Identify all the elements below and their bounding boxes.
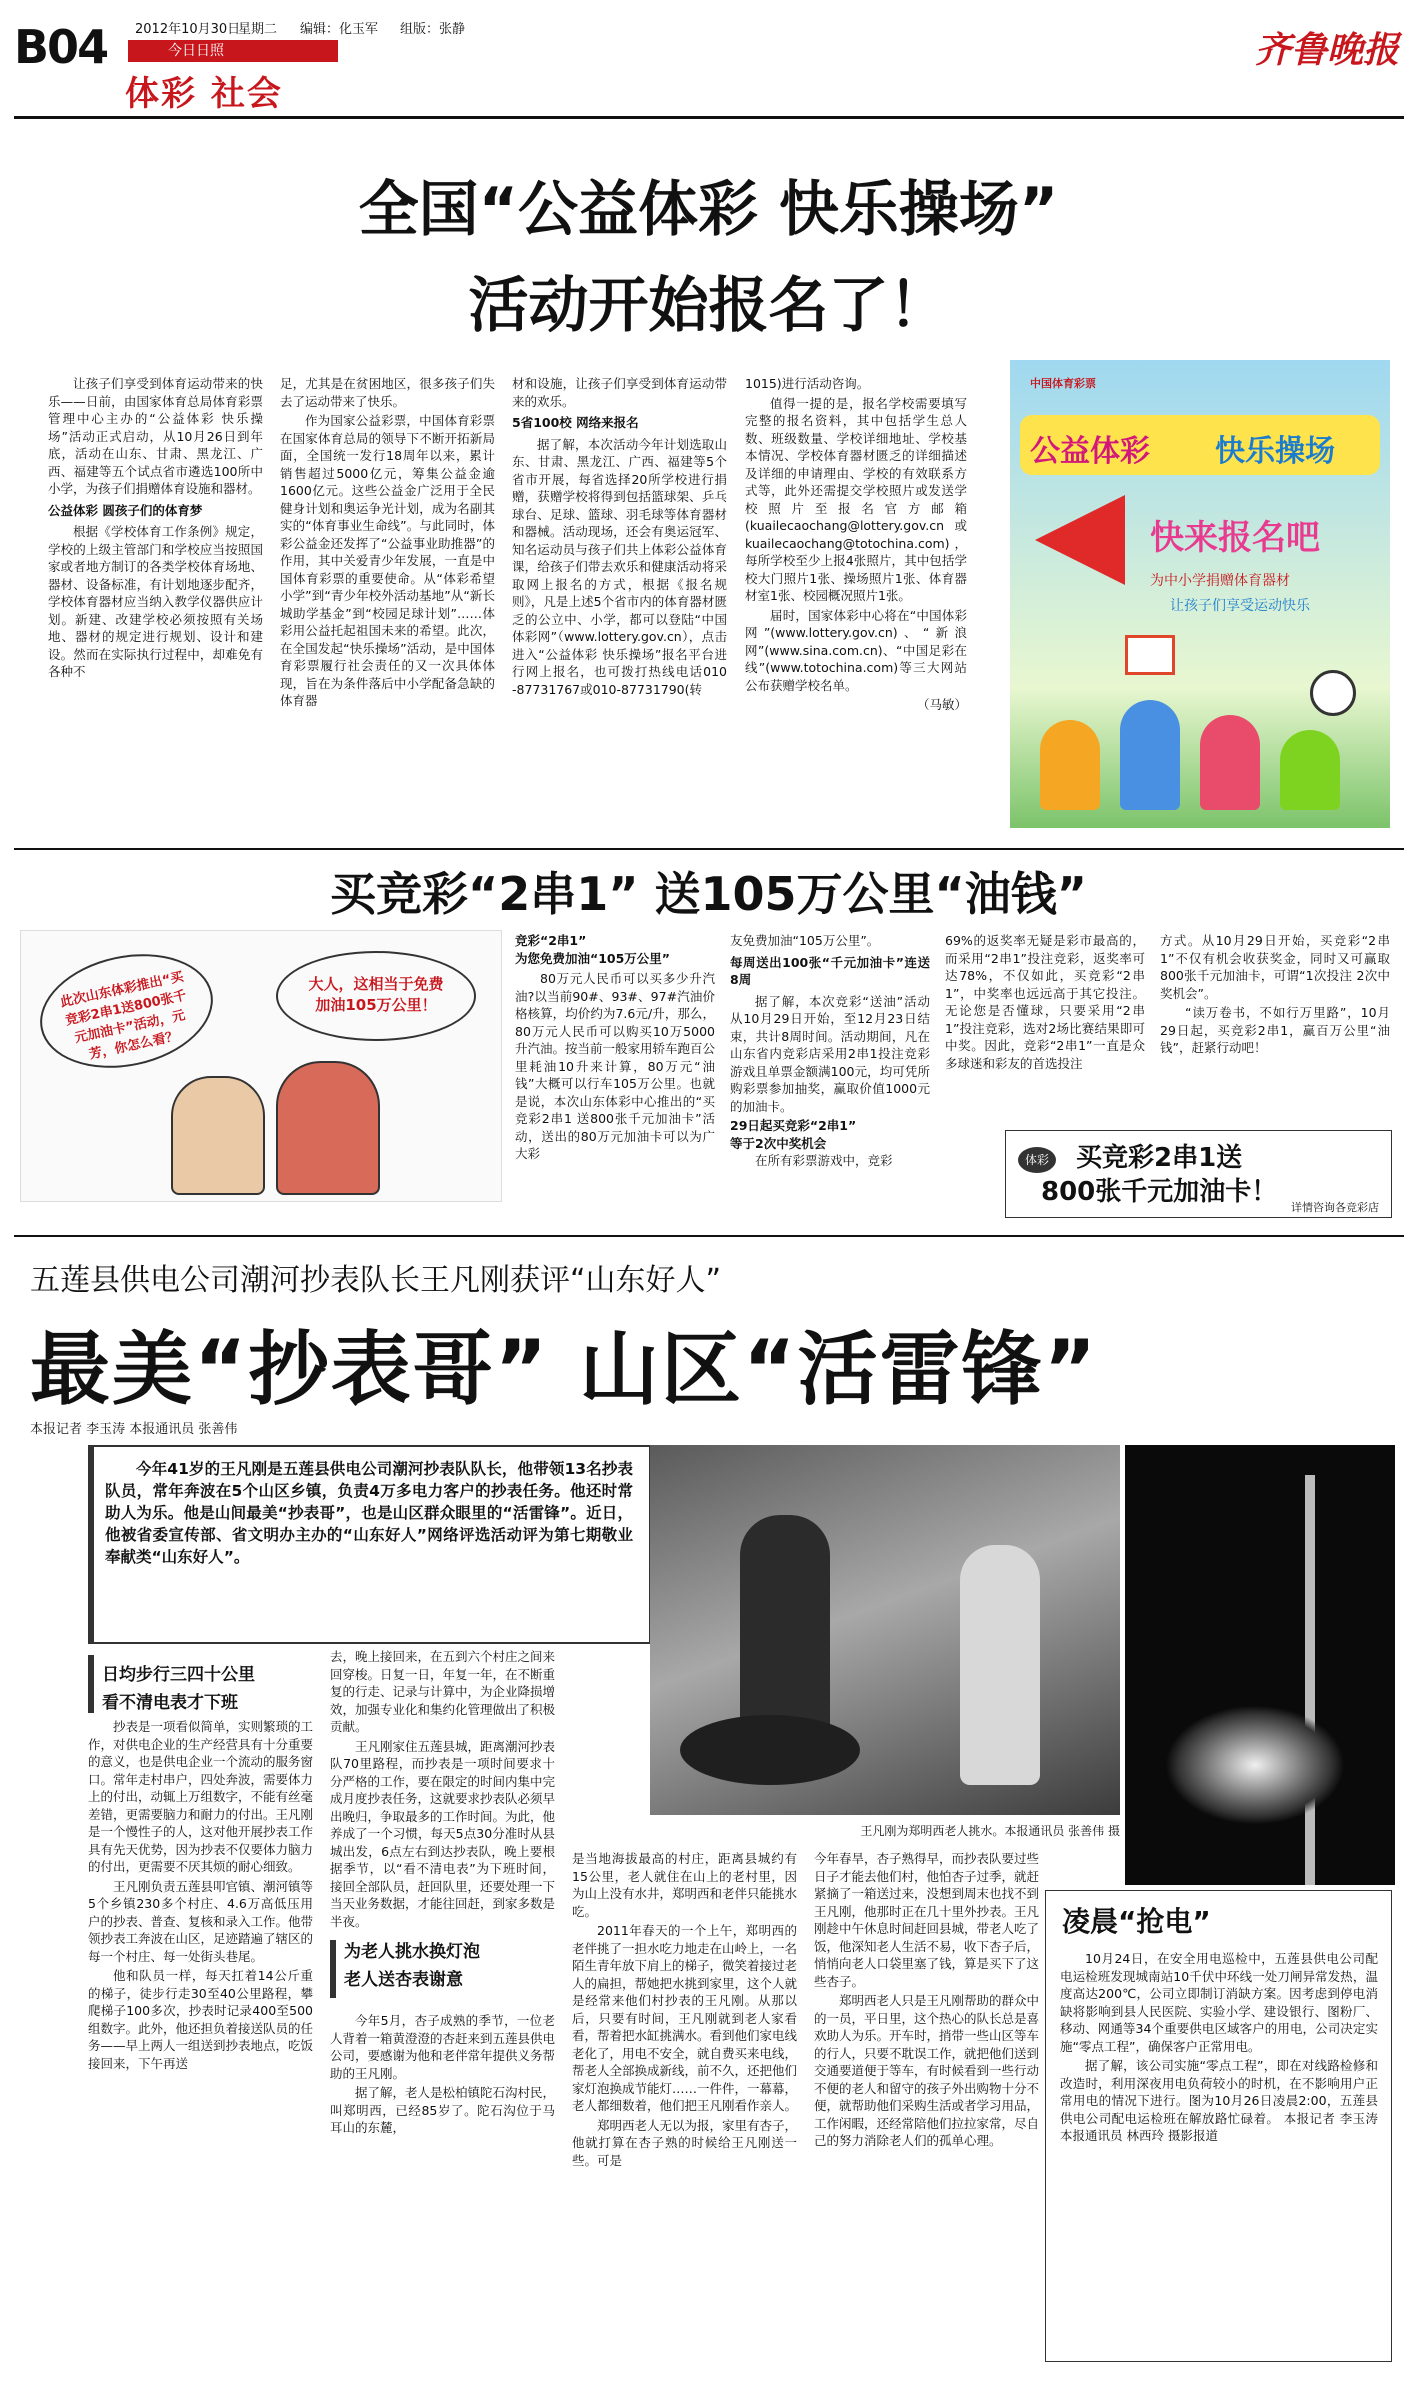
page-number: B04 [14,20,108,74]
article2-bottom-rule [14,1235,1404,1237]
megaphone-icon [1035,495,1125,585]
article1-title-line2: 活动开始报名了！ [468,271,949,341]
photo-water-well [680,1715,860,1785]
basketball-hoop-icon [1125,635,1175,675]
happy-playground-poster [1010,360,1390,828]
photo-utility-pole [1305,1475,1315,1885]
cartoon-figure-left [171,1076,265,1195]
header-weekday: 星期二 [238,22,278,37]
article3-title: 最美“抄表哥” 山区“活雷锋” [30,1323,1099,1416]
article3-byline: 本报记者 李玉涛 本报通讯员 张善伟 [30,1422,238,1437]
brand-logo: 齐鲁晚报 [1255,29,1400,71]
lottery-badge-icon: 体彩 [1018,1147,1056,1173]
water-carrying-photo [650,1445,1120,1815]
poster-line1: 为中小学捐赠体育器材 [1150,573,1290,589]
article2-col2: 友免费加油“105万公里”。 每周送出100张“千元加油卡”连送8周 据了解，本次竞彩“送油”活动从10月29日开始，至12月23日结束，共计8周时间。活动期间，凡在山东省内竞彩店采用2串1投注竞彩游戏且单票金额满100元，均可凭所购彩票参加抽奖，赢取价值1000元的加油卡。 29日起买竞彩“2串1” 等于2次中奖机会 在所有彩票游戏中，竞彩 [730,933,930,1168]
article1-col2: 足，尤其是在贫困地区，很多孩子们失去了运动带来了快乐。 作为国家公益彩票，中国体育彩票在国家体育总局的领导下不断开拓新局面，全国统一发行18周年以来，累计销售超过5000亿元，筹集公益金逾1600亿元。这些公益金广泛用于全民健身计划和奥运争光计划，成为名副其实的“体育事业生命线”。与此同时，体彩公益金还发挥了“公益事业助推器”的作用，其中关爱青少年发展，一直是中国体育彩票的重要使命。从“体彩希望小学”到“青少年校外活动基地”从“新长城助学基金”到“校园足球计划”……体彩用公益托起祖国未来的希望。此次，在全国发起“快乐操场”活动，是中国体育彩票履行社会责任的又一次具体体现，旨在为条件落后中小学配备急缺的体育器 [280,376,495,708]
poster-title-a: 公益体彩 [1030,434,1150,469]
poster-line2: 让孩子们享受运动快乐 [1170,598,1310,614]
article2-col3: 69%的返奖率无疑是彩市最高的，而采用“2串1”投注竞彩，返奖率可达78%，不仅如此，买竞彩“2串1”，中奖率也远远高于其它投注。无论您是否懂球，只要采用“2串1”投注竞彩，选对2场比赛结果即可中奖。因此，竞彩“2串1”一直是众多球迷和彩友的首选投注 [945,933,1145,1071]
poster-title-b: 快乐操场 [1215,434,1335,469]
article2-title: 买竞彩“2串1” 送105万公里“油钱” [330,867,1087,921]
poster-logo: 中国体育彩票 [1030,377,1096,390]
subhead-1a: 日均步行三四十公里 [102,1665,255,1685]
speech-bubble-left: 此次山东体彩推出“买竞彩2串1送800张千元加油卡”活动，元芳，你怎么看？ [29,939,223,1083]
article3-col3: 是当地海拔最高的村庄，距离县城约有15公里，老人就住在山上的老村里，因为山上没有水井，郑明西和老伴只能挑水吃。 2011年春天的一个上午，郑明西的老伴挑了一担水吃力地走在山岭上，一名陌生青年放下肩上的梯子，微笑着接过老人的扁担，帮她把水挑到家里，这个人就是经常来他们村抄表的王凡刚。从那以后，只要有时间，王凡刚就到老人家看看，帮着把水缸挑满水。看到他们家电线老化了，用电不安全，就自费买来电线，帮老人全部换成新线，前不久，还把他们家灯泡换成节能灯……一件件，一幕幕，老人都细数着，他们把王凡刚看作亲人。 郑明西老人无以为报，家里有杏子，他就打算在杏子熟的时候给王凡刚送一些。可是 [572,1851,797,2168]
night-repair-photo [1125,1445,1395,1885]
children-figures [1040,700,1360,810]
header-layout: 组版：张静 [400,22,466,37]
article3-col4: 今年春旱，杏子熟得早，而抄表队要过些日子才能去他们村，他怕杏子过季，就赶紧摘了一箱送过来，没想到周末也找不到王凡刚，他那时正在几十里外抄表。王凡刚趁中午休息时间赶回县城，带老人吃了饭，他深知老人生活不易，收下杏子后，悄悄向老人口袋里塞了钱，算是买下了这些杏子。 郑明西老人只是王凡刚帮助的群众中的一员，平日里，这个热心的队长总是喜欢助人为乐。开车时，捎带一些山区等车的行人，只要不耽误工作，就把他们送到交通要道便于等车，有时候看到一些行动不便的老人和留守的孩子外出购物十分不便，就帮助他们采购生活或者学习用品，工作闲暇，还经常陪他们拉拉家常，尽自己的努力消除老人们的孤单心理。 [814,1851,1039,2148]
subhead-1b: 看不清电表才下班 [102,1693,238,1713]
article2-col4: 方式。从10月29日开始，买竞彩“2串1”不仅有机会收获奖金，同时又可赢取800张千元加油卡，可谓“1次投注 2次中奖机会”。 “读万卷书，不如行万里路”，10月29日起，买竞彩2串1，赢百万公里“油钱”，赶紧行动吧！ [1160,933,1390,1055]
article1-title-line1: 全国“公益体彩 快乐操场” [358,175,1059,245]
ad-line2: 800张千元加油卡！ [1041,1177,1278,1207]
header-rule [14,116,1404,119]
subhead-2a: 为老人挑水换灯泡 [344,1942,480,1962]
header-date: 2012年10月30日 [135,22,241,37]
article2-col1: 竞彩“2串1” 为您免费加油“105万公里” 80万元人民币可以买多少升汽油?以当前90#、93#、97#汽油价格核算，均价约为7.6元/升，那么，80万元人民币可以购买10万5000升汽油。按当前一般家用轿车跑百公里耗油10升来计算，80万元“油钱”大概可以行车105万公里。也就是说，本次山东体彩中心推出的“买竞彩2串1 送800张千元加油卡”活动，送出的80万元加油卡可以为广大彩 [515,933,715,1161]
article3-col2: 去，晚上接回来，在五到六个村庄之间来回穿梭。日复一日，年复一年，在不断重复的行走、记录与计算中，为企业降损增效，加强专业化和集约化管理做出了积极贡献。 王凡刚家住五莲县城，距离潮河抄表队70里路程，而抄表是一项时间要求十分严格的工作，要在限定的时间内集中完成月度抄表任务，这就要求抄表队必须早出晚归，争取最多的工作时间。为此，他养成了一个习惯，每天5点30分准时从县城出发，6点左右到达抄表队，晚上要根据季节，以“看不清电表”为下班时间，接回全部队员，赶回队里，还要处理一下当天业务数据，才能往回赶，到家多数是半夜。 为老人挑水换灯泡 老人送杏表谢意 今年5月，杏子成熟的季节，一位老人背着一箱黄澄澄的杏赶来到五莲县供电公司，要感谢为他和老伴常年提供义务帮助的王凡刚。 据了解，老人是松柏镇陀石沟村民，叫郑明西，已经85岁了。陀石沟位于马耳山的东麓， [330,1649,555,2135]
side-story-title: 凌晨“抢电” [1062,1905,1211,1938]
article1-bottom-rule [14,848,1404,850]
cartoon-illustration [20,930,502,1202]
ad-foot: 详情咨询各竞彩店 [1291,1201,1379,1214]
section-name: 体彩 社会 [125,74,283,114]
poster-cta: 快来报名吧 [1150,518,1320,558]
photo-figure-elder [960,1545,1040,1785]
side-story-text: 10月24日，在安全用电巡检中，五莲县供电公司配电运检班发现城南站10千伏中环线一处刀闸异常发热，温度高达200℃，公司立即制订消缺方案。因考虑到停电消缺将影响到县人民医院、实验小学、建设银行、图粉厂、移动、网通等34个重要供电区域客户的用电，公司决定实施“零点工程”，确保客户正常用电。 据了解，该公司实施“零点工程”，即在对线路检修和改造时，利用深夜用电负荷较小的时机，在不影响用户正常用电的情况下进行。图为10月26日凌晨2:00，五莲县供电公司配电运检班在解放路忙碌着。 本报记者 李玉涛 本报通讯员 林西玲 摄影报道 [1060,1951,1378,2143]
article3-kicker: 五莲县供电公司潮河抄表队长王凡刚获评“山东好人” [30,1263,722,1298]
section-tag: 今日日照 [128,40,338,62]
article1-col3: 材和设施，让孩子们享受到体育运动带来的欢乐。 5省100校 网络来报名 据了解，本次活动今年计划选取山东、甘肃、黑龙江、广西、福建等5个省市开展，每省选择20所学校进行捐赠，获赠学校将得到包括篮球架、乒乓球台、足球、篮球、羽毛球等体育器材和器械。活动现场，还会有奥运冠军、知名运动员与孩子们共上体彩公益体育课，给孩子们带去欢乐和健康活动将采取网上报名的方式，根据《报名规则》，凡是上述5个省市内的体育器材匮乏的公立中、小学，都可以登陆“中国体彩网”（www.lottery.gov.cn），点击进入“公益体彩 快乐操场”报名平台进行网上报名，也可拨打热线电话010 -87731767或010-87731790(转 [512,376,727,697]
cartoon-figure-right [276,1061,380,1195]
speech-bubble-right: 大人，这相当于免费加油105万公里！ [276,951,476,1041]
photo-work-lights [1165,1705,1345,1825]
article1-col1: 让孩子们享受到体育运动带来的快乐——日前，由国家体育总局体育彩票管理中心主办的“公益体彩 快乐操场”活动正式启动，从10月26日到年底，活动在山东、甘肃、黑龙江、广西、福建等五个试点省市遴选100所中小学，为孩子们捐赠体育设施和器材。 公益体彩 圆孩子们的体育梦 根据《学校体育工作条例》规定，学校的上级主管部门和学校应当按照国家或者地方制订的各类学校体育场地、器材、设备标准，有计划地逐步配齐，学校体育器材应当纳入教学仪器供应计划。新建、改建学校必须按照有关场地、器材的规定进行规划、设计和建设。然而在实际执行过程中，却难免有各种不 [48,376,263,679]
article3-col1: 抄表是一项看似简单，实则繁琐的工作，对供电企业的生产经营具有十分重要的意义，也是供电企业一个流动的服务窗口。常年走村串户，四处奔波，需要体力上的付出，动辄上万组数字，不能有丝毫差错，更需要脑力和耐力的付出。王凡刚是一个慢性子的人，这对他开展抄表工作具有先天优势，因为抄表不仅要体力脑力的付出，更需要不厌其烦的耐心细致。 王凡刚负责五莲县叩官镇、潮河镇等5个乡镇230多个村庄、4.6万高低压用户的抄表、普查、复核和录入工作。他带领抄表工奔波在山区，足迹踏遍了辖区的每一个村庄、每一处街头巷尾。 他和队员一样，每天扛着14公斤重的梯子，徒步行走30至40公里路程，攀爬梯子100多次，抄表时记录400至500组数字。此外，他还担负着接送队员的任务——早上两人一组送到抄表地点，吃饭接回来，下午再送 [88,1719,313,2071]
article3-lead: 今年41岁的王凡刚是五莲县供电公司潮河抄表队队长，他带领13名抄表队员，常年奔波在5个山区乡镇，负责4万多电力客户的抄表任务。他还时常助人为乐。他是山间最美“抄表哥”，也是山区群众眼里的“活雷锋”。近日，他被省委宣传部、省文明办主办的“山东好人”网络评选活动评为第七期敬业奉献类“山东好人”。 [105,1460,633,1566]
lottery-ad-box [1005,1130,1392,1218]
ad-line1: 买竞彩2串1送 [1076,1143,1243,1173]
article1-col4: 1015)进行活动咨询。 值得一提的是，报名学校需要填写完整的报名资料，其中包括学生总人数、班级数量、学校详细地址、学校基本情况、学校体育器材匮乏的详细描述及详细的申请理由、学校的有效联系方式等，此外还需提交学校照片或发送学校照片至报名官方邮箱(kuailecaochang@lottery.gov.cn或kuailecaochang@totochina.com)，每所学校至少上报4张照片，其中包括学校大门照片1张、操场照片1张、体育器材室1张、校园概况照片1张。 届时，国家体彩中心将在“中国体彩网”(www.lottery.gov.cn)、“新浪网”(www.sina.com.cn)、“中国足彩在线”(www.totochina.com)等三大网站公布获赠学校名单。 （马敏） [745,376,967,712]
header-editor: 编辑：化玉军 [300,22,379,37]
photo-caption: 王凡刚为郑明西老人挑水。本报通讯员 张善伟 摄 [860,1824,1120,1838]
subhead-2b: 老人送杏表谢意 [344,1970,463,1990]
